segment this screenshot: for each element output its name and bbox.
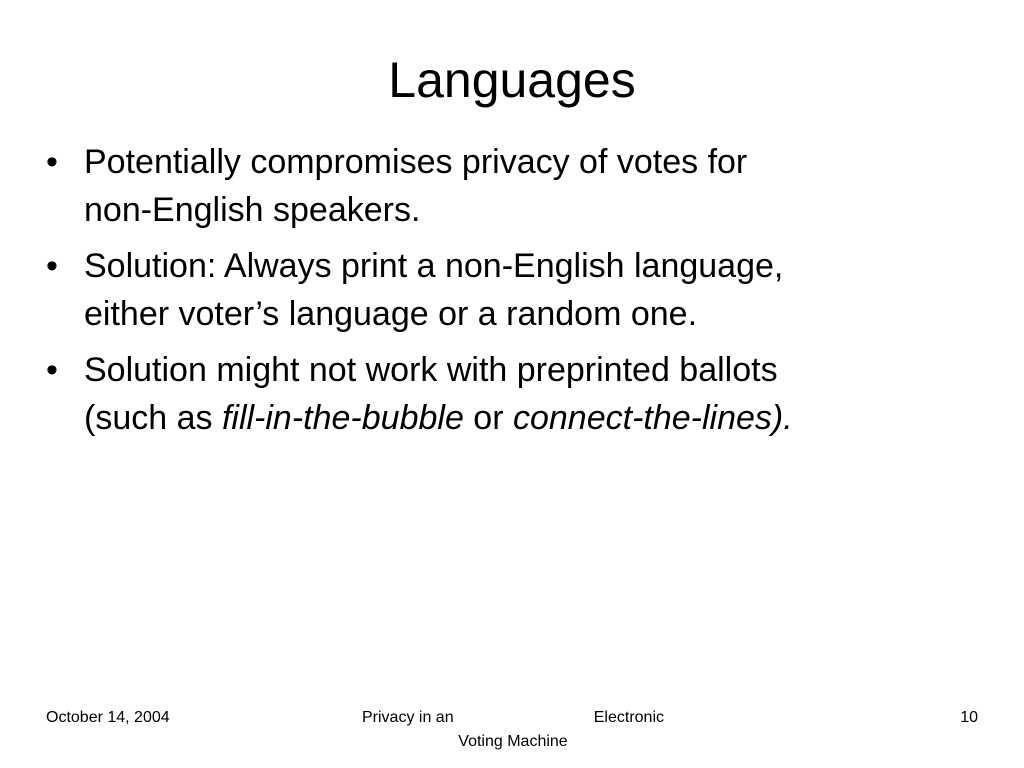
bullet-item xyxy=(46,242,946,338)
slide-footer xyxy=(0,702,1024,762)
bullet-line: Solution might not work with preprinted ballots xyxy=(84,351,778,389)
bullet-text-italic: connect-the-lines). xyxy=(512,399,793,437)
bullet-marker: • xyxy=(46,143,58,181)
bullet-text xyxy=(84,138,946,234)
footer-title-part: Electronic xyxy=(593,709,664,726)
footer-title-line: Voting Machine xyxy=(458,733,568,750)
bullet-text xyxy=(84,242,946,338)
page-number: 10 xyxy=(960,709,978,726)
bullet-line: Potentially compromises privacy of votes for xyxy=(84,143,748,181)
bullet-item xyxy=(46,346,946,442)
bullet-text-plain: (such as xyxy=(84,399,222,437)
footer-title xyxy=(360,706,664,754)
footer-title-line xyxy=(360,706,664,730)
bullet-text xyxy=(84,346,946,442)
slide-title: Languages xyxy=(388,52,636,108)
bullet-text-plain: or xyxy=(463,399,513,437)
bullet-marker: • xyxy=(46,351,58,389)
footer-title-part: Privacy in an xyxy=(362,709,454,726)
bullet-line: non-English speakers. xyxy=(84,191,421,229)
bullet-item xyxy=(46,138,946,234)
footer-date: October 14, 2004 xyxy=(46,709,170,726)
bullet-list xyxy=(46,138,946,450)
bullet-marker: • xyxy=(46,247,58,285)
bullet-line xyxy=(84,394,946,442)
bullet-text-italic: fill-in-the-bubble xyxy=(221,399,464,437)
bullet-line: Solution: Always print a non-English language, xyxy=(84,247,784,285)
bullet-line: either voter’s language or a random one. xyxy=(84,295,698,333)
